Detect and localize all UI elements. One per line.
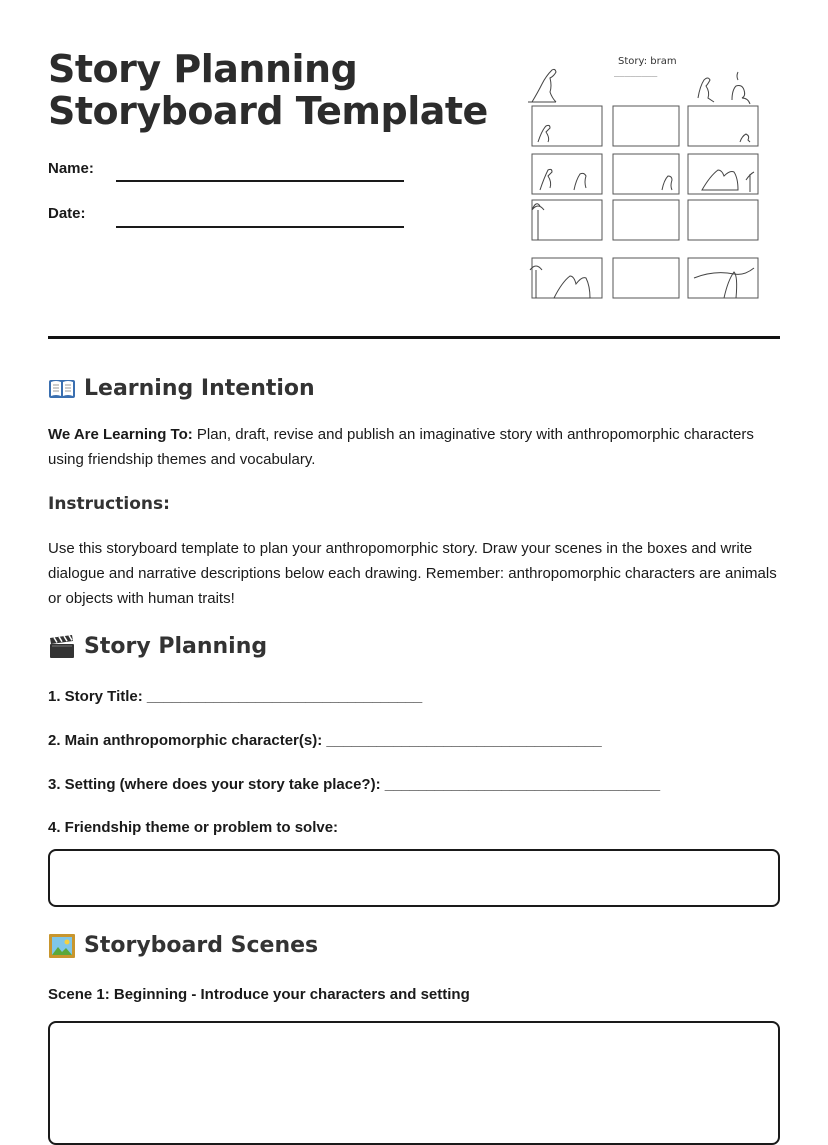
clapperboard-icon [48, 634, 76, 660]
scene-1-label: Scene 1: Beginning - Introduce your characters and setting [48, 986, 470, 1003]
storyboard-thumbnail [518, 50, 764, 302]
walt-text: Plan, draft, revise and publish an imaginative story with anthropomorphic characters using friendship themes and vocabulary. [48, 426, 754, 468]
learning-intention-title: Learning Intention [84, 376, 315, 401]
walt-paragraph [48, 422, 780, 472]
book-icon [48, 376, 76, 402]
framed-picture-icon [48, 933, 76, 959]
story-planning-heading [48, 633, 267, 661]
story-planning-title: Story Planning [84, 634, 268, 659]
thumbnail-caption-line: ________ [614, 68, 658, 78]
header-divider [48, 336, 780, 339]
walt-label: We Are Learning To: [48, 426, 193, 443]
date-label: Date: [48, 205, 86, 222]
question-friendship-theme: 4. Friendship theme or problem to solve: [48, 819, 339, 836]
learning-intention-heading [48, 375, 315, 403]
question-setting: 3. Setting (where does your story take place?): _________________________________ [48, 776, 661, 793]
storyboard-scenes-title: Storyboard Scenes [84, 933, 319, 958]
question-main-characters: 2. Main anthropomorphic character(s): _________________________________ [48, 732, 602, 749]
instructions-text: Use this storyboard template to plan your anthropomorphic story. Draw your scenes in the boxes and write dialogue and narrative descriptions below each drawing. Remember: anthropomorphic characters are animals or objects with human traits! [48, 540, 777, 607]
page-title [48, 48, 488, 132]
scene-1-drawing-box[interactable] [48, 1021, 780, 1145]
title-line-1: Story Planning [48, 47, 358, 91]
storyboard-scenes-heading [48, 932, 318, 960]
name-field[interactable] [116, 180, 404, 182]
title-line-2: Storyboard Template [48, 89, 488, 133]
date-field[interactable] [116, 226, 404, 228]
question-story-title: 1. Story Title: _________________________________ [48, 688, 423, 705]
thumbnail-caption: Story: bram [618, 56, 677, 67]
instructions-heading: Instructions: [48, 494, 170, 514]
friendship-theme-answer-box[interactable] [48, 849, 780, 907]
name-label: Name: [48, 160, 94, 177]
